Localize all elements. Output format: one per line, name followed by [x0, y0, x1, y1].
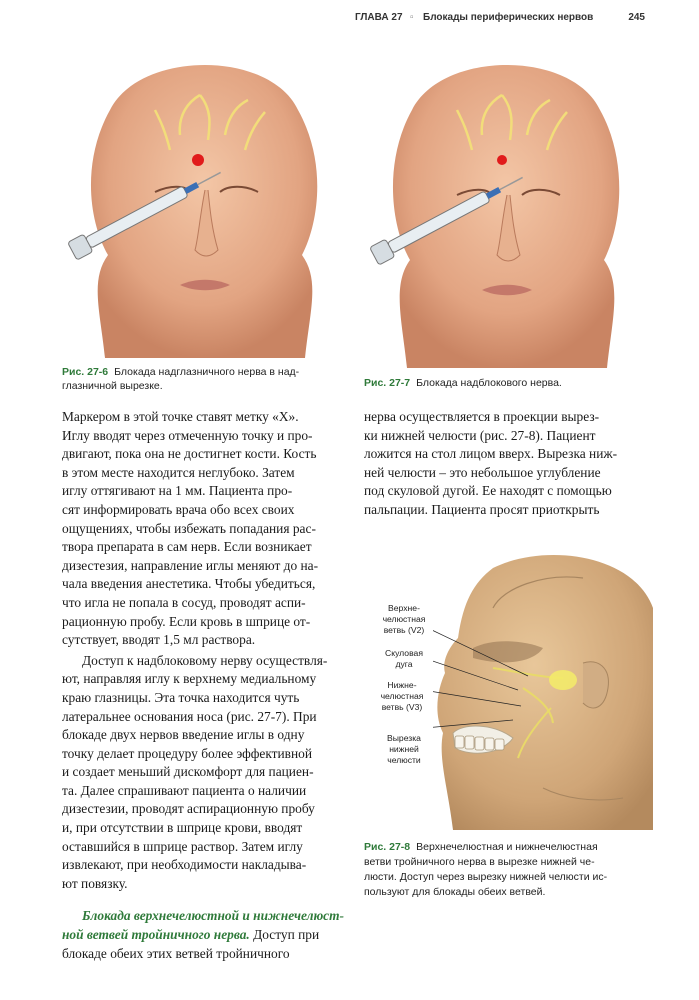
- chapter-label: ГЛАВА 27: [355, 12, 403, 23]
- text-line: Доступ при: [249, 927, 320, 943]
- section-heading-cont: ной ветвей тройничного нерва.: [62, 927, 250, 943]
- label-zygomatic-arch: [374, 648, 434, 670]
- label-line: ветвь (V2): [383, 625, 425, 635]
- paragraph-3: [62, 907, 347, 963]
- figure-27-7-label: Рис. 27-7: [364, 377, 411, 389]
- label-line: дуга: [395, 659, 413, 669]
- text-line: точку делает процедуру более эффективной: [62, 745, 313, 761]
- label-line: нижней: [389, 744, 419, 754]
- text-line: Доступ к надблоковому нерву осуществля-: [82, 652, 328, 668]
- figure-27-6-label: Рис. 27-6: [62, 366, 109, 378]
- section-heading: Блокада верхнечелюстной и нижнечелюст-: [82, 908, 344, 924]
- text-line: ложится на стол лицом вверх. Вырезка ниж-: [364, 446, 618, 462]
- paragraph-2: [62, 652, 347, 894]
- label-line: челюстная: [382, 614, 426, 624]
- text-line: под скуловой дугой. Ее находят с помощью: [364, 483, 612, 499]
- text-line: ют, направляя иглу к верхнему медиальному: [62, 671, 317, 687]
- text-line: что игла не попала в сосуд, проводят аспи-: [62, 594, 306, 610]
- label-line: Верхне-: [388, 603, 420, 613]
- header-separator: ▫: [410, 12, 414, 23]
- figure-27-8-illustration: [433, 548, 653, 830]
- label-line: ветвь (V3): [381, 702, 423, 712]
- text-line: дизестезии, проводят аспирационную пробу: [62, 801, 315, 817]
- label-line: Скуловая: [385, 648, 423, 658]
- figure-27-8-caption: [364, 840, 654, 900]
- figure-27-6-caption: [62, 365, 352, 393]
- page-number: 245: [628, 12, 645, 23]
- text-line: иглу оттягивают на 1 мм. Пациента про-: [62, 483, 293, 499]
- text-line: нерва осуществляется в проекции вырез-: [364, 409, 600, 424]
- text-line: чала введения анестетика. Чтобы убедиться,: [62, 576, 316, 592]
- text-line: и создает меньший дискомфорт для пациен-: [62, 764, 314, 780]
- text-line: твора препарата в сам нерв. Если возникает: [62, 539, 312, 555]
- text-line: и, при отсутствии в шприце крови, вводят: [62, 820, 303, 836]
- text-line: оставшийся в шприце раствор. Затем иглу: [62, 838, 303, 854]
- figure-27-6-caption-line-2: глазничной вырезке.: [62, 380, 163, 392]
- paragraph-1: [62, 408, 347, 650]
- text-line: пальпации. Пациента просят приоткрыть: [364, 501, 600, 517]
- figure-27-7-illustration: [362, 40, 652, 368]
- text-line: та. Далее спрашивают пациента о наличии: [62, 782, 307, 798]
- text-line: ют повязку.: [62, 875, 128, 891]
- label-v2: [374, 603, 434, 636]
- left-text-column: [62, 408, 347, 963]
- text-line: Маркером в этой точке ставят метку «X».: [62, 409, 299, 424]
- text-line: двигают, пока она не достигнет кости. Кость: [62, 446, 317, 462]
- text-line: блокаде двух нервов введение иглы в одну: [62, 727, 305, 743]
- figure-27-8-caption-line-2: ветви тройничного нерва в вырезке нижней че-: [364, 856, 595, 868]
- text-line: сят информировать врача обо всех своих: [62, 501, 295, 517]
- figure-27-6-caption-line-1: Блокада надглазничного нерва в над-: [114, 366, 300, 378]
- text-line: извлекают, при необходимости накладыва-: [62, 857, 307, 873]
- text-line: дизестезия, направление иглы меняют до на-: [62, 557, 319, 573]
- label-v3: [370, 680, 434, 713]
- chapter-title: Блокады периферических нервов: [423, 12, 594, 23]
- running-header: [355, 12, 645, 26]
- label-line: челюсти: [387, 755, 421, 765]
- text-line: Иглу вводят через отмеченную точку и про-: [62, 427, 313, 443]
- text-line: рационную пробу. Если кровь в шприце от-: [62, 613, 311, 629]
- label-line: Нижне-: [387, 680, 417, 690]
- text-line: ощущениях, чтобы избежать попадания рас-: [62, 520, 316, 536]
- text-line: сутствует, вводят 1,5 мл раствора.: [62, 632, 256, 648]
- figure-27-7-caption: [364, 376, 654, 390]
- label-mandibular-notch: [374, 733, 434, 766]
- text-line: в этом месте находится неглубоко. Затем: [62, 464, 295, 480]
- text-line: латеральнее основания носа (рис. 27-7). При: [62, 708, 317, 724]
- text-line: краю глазницы. Эта точка находится чуть: [62, 689, 300, 705]
- text-line: ней челюсти – это небольшое углубление: [364, 464, 601, 480]
- figure-27-8-caption-line-3: люсти. Доступ через вырезку нижней челюсти ис-: [364, 871, 608, 883]
- figure-27-8-label: Рис. 27-8: [364, 841, 411, 853]
- label-line: Вырезка: [387, 733, 421, 743]
- right-text-column: [364, 408, 649, 520]
- figure-27-7-caption-text: Блокада надблокового нерва.: [416, 377, 562, 389]
- figure-27-8-caption-line-1: Верхнечелюстная и нижнечелюстная: [416, 841, 598, 853]
- paragraph-right: [364, 408, 649, 520]
- text-line: ки нижней челюсти (рис. 27-8). Пациент: [364, 427, 596, 443]
- figure-27-8-caption-line-4: пользуют для блокады обеих ветвей.: [364, 886, 546, 898]
- figure-27-6-illustration: [60, 40, 350, 358]
- text-line: блокаде обеих этих ветвей тройничного: [62, 945, 290, 961]
- label-line: челюстная: [380, 691, 424, 701]
